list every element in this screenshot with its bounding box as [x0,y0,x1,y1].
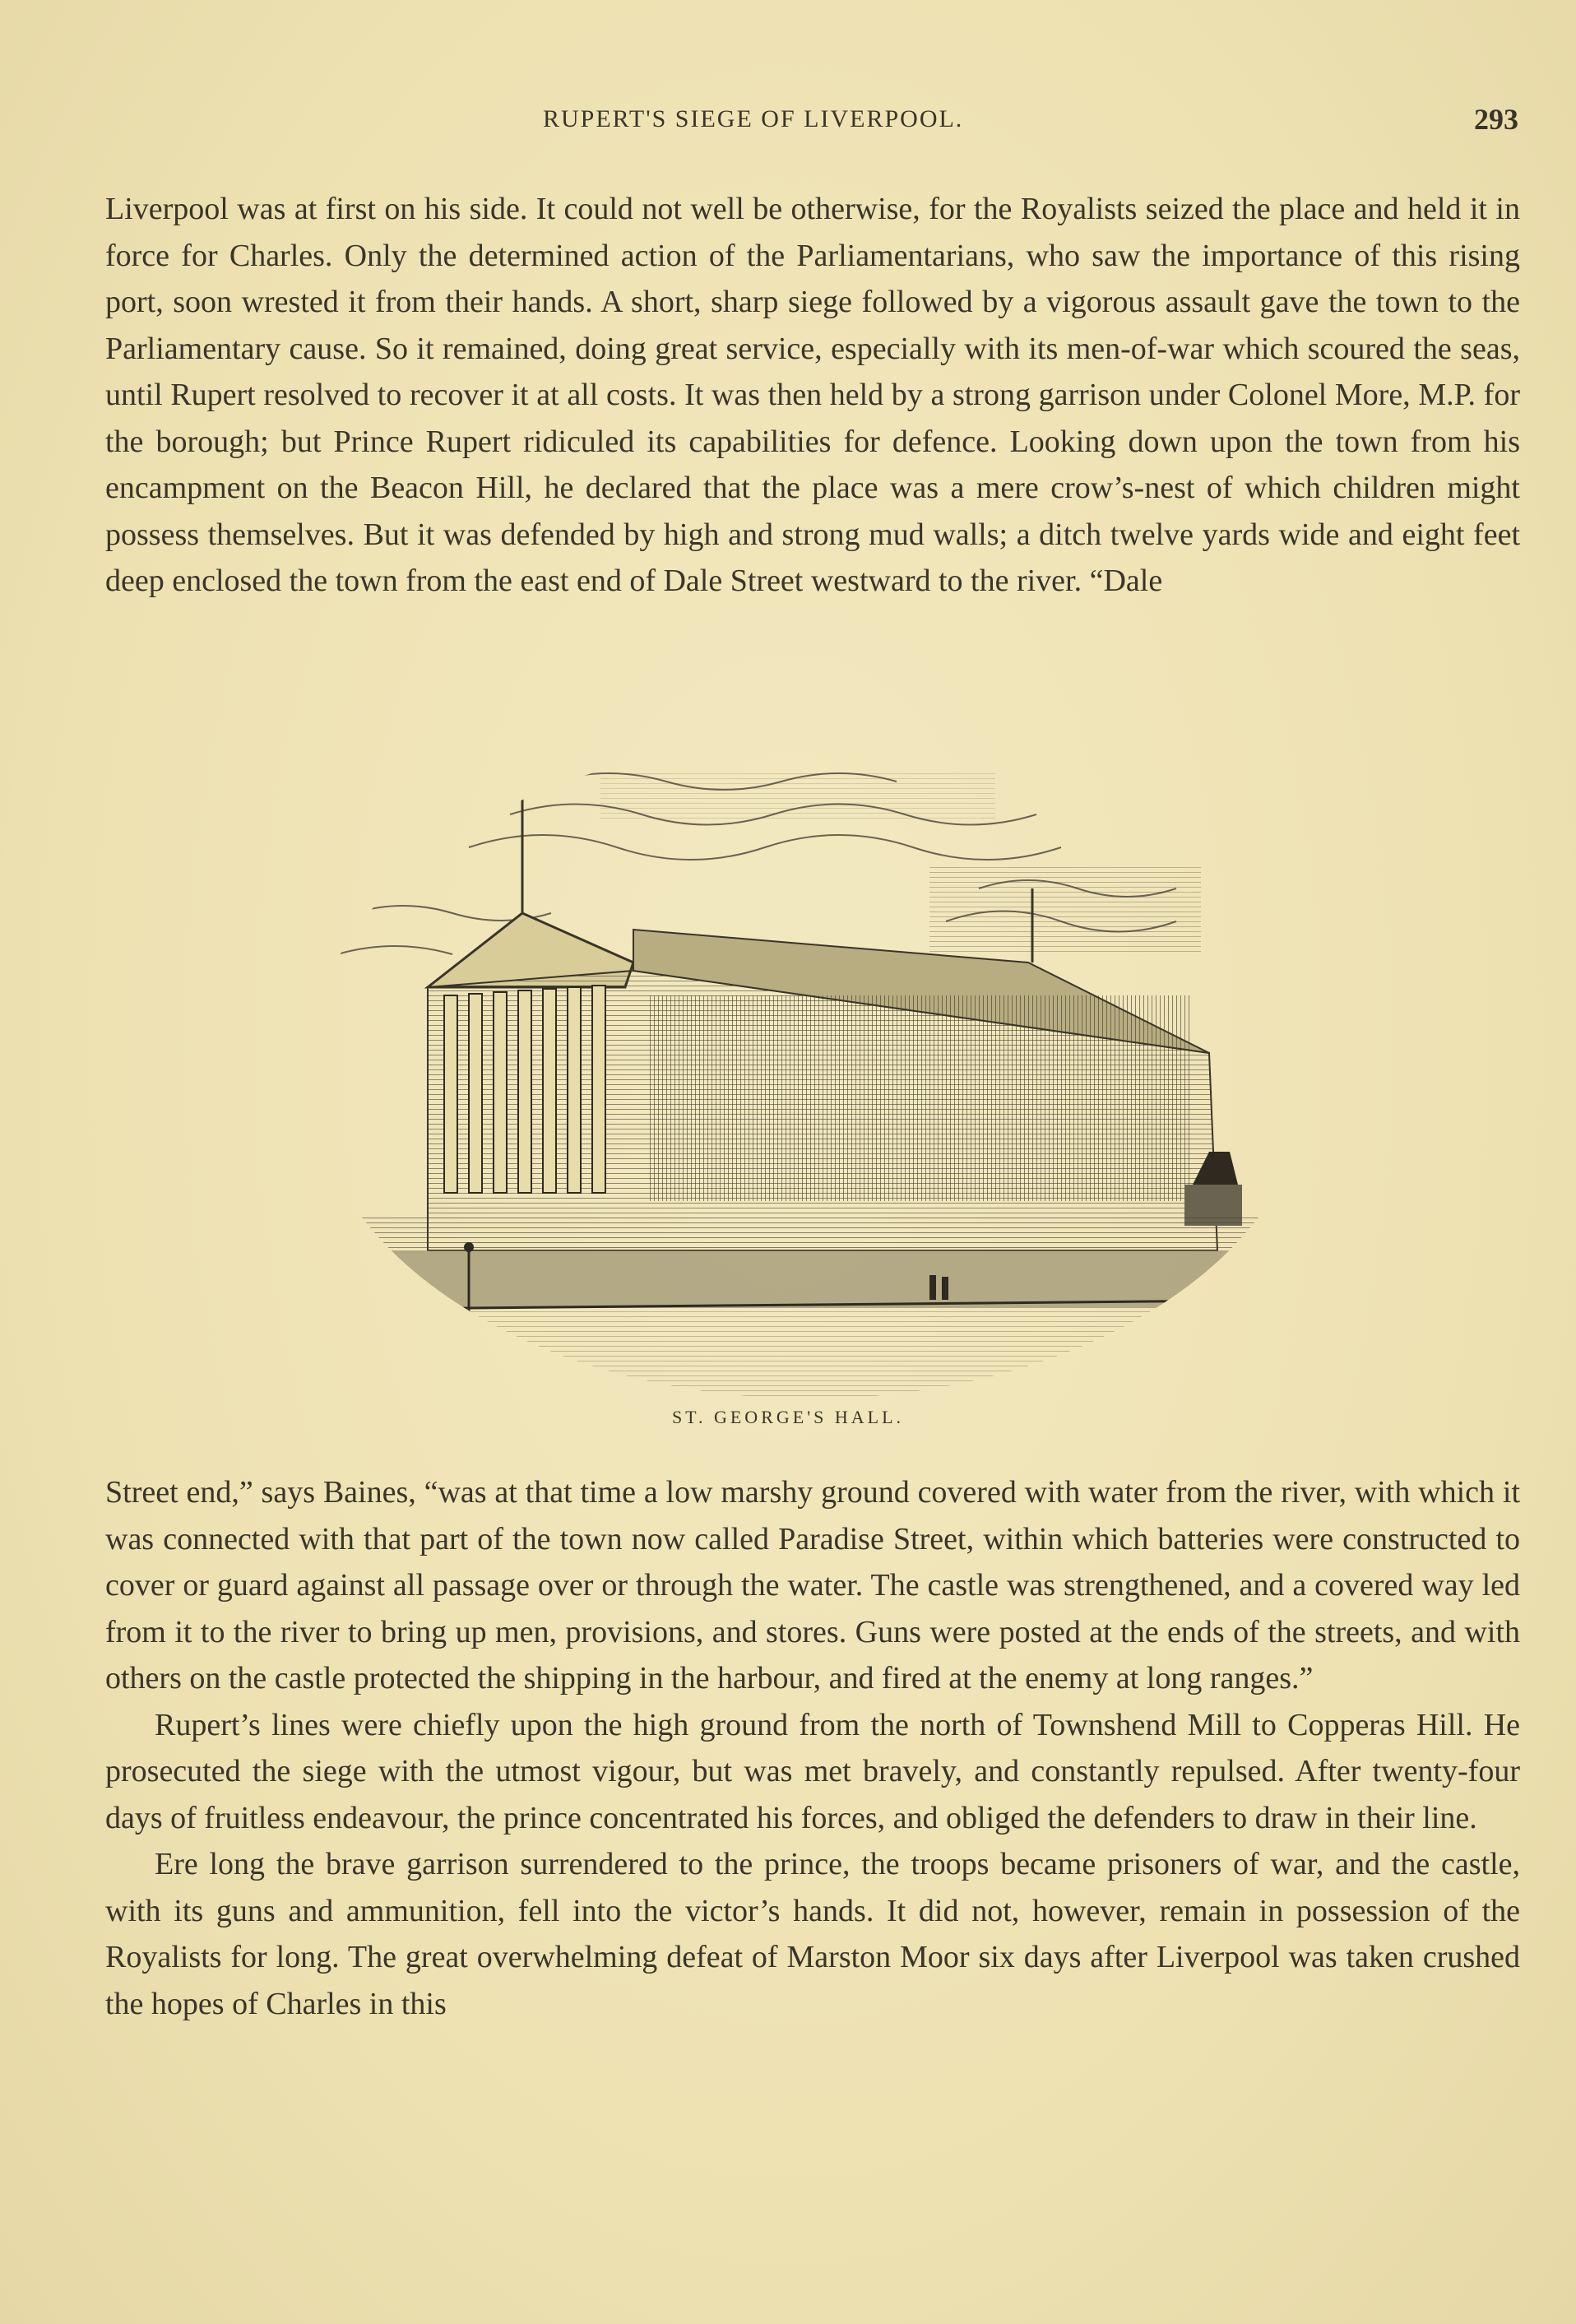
paragraph: Rupert’s lines were chiefly upon the high ground from the north of Townshend Mill to Copperas Hill. He prosecuted the siege with the utmost vigour, but was met bravely, and constantly repulsed. After twenty-four days of fruitless endeavour, the prince concentrated his forces, and obliged the defenders to draw in their line. [105,1707,1520,1835]
figure-caption: ST. GEORGE'S HALL. [671,1407,905,1427]
bottom-text-block [105,1469,1520,2027]
st-georges-hall-engraving [304,724,1316,1399]
page-number: 293 [1474,103,1518,136]
paragraph: Ere long the brave garrison surrendered to the prince, the troops became prisoners of war, and the castle, with its guns and ammunition, fell into the victor’s hands. It did not, however, remain in possession of the Royalists for long. The great overwhelming defeat of Marston Moor six days after Liverpool was taken crushed the hopes of Charles in this [105,1847,1520,2021]
paragraph: Street end,” says Baines, “was at that time a low marshy ground covered with water from the river, with which it was connected with that part of the town now called Paradise Street, within which batteries were constructed to cover or guard against all passage over or through the water. The castle was strengthened, and a covered way led from it to the river to bring up men, provisions, and stores. Guns were posted at the ends of the streets, and with others on the castle protected the shipping in the harbour, and fired at the enemy at long ranges.” [105,1475,1520,1695]
paragraph: Liverpool was at first on his side. It could not well be otherwise, for the Royalists seized the place and held it in force for Charles. Only the determined action of the Parliamentarians, who saw the importance of this rising port, soon wrested it from their hands. A short, sharp siege followed by a vigorous assault gave the town to the Parliamentary cause. So it remained, doing great service, especially with its men-of-war which scoured the seas, until Rupert resolved to recover it at all costs. It was then held by a strong garrison under Colonel More, M.P. for the borough; but Prince Rupert ridiculed its capabilities for defence. Looking down upon the town from his encampment on the Beacon Hill, he declared that the place was a mere crow’s-nest of which children might possess themselves. But it was defended by high and strong mud walls; a ditch twelve yards wide and eight feet deep enclosed the town from the east end of Dale Street westward to the river. “Dale [105,192,1520,598]
running-head: RUPERT'S SIEGE OF LIVERPOOL. [543,105,964,132]
top-text-block [105,186,1520,605]
